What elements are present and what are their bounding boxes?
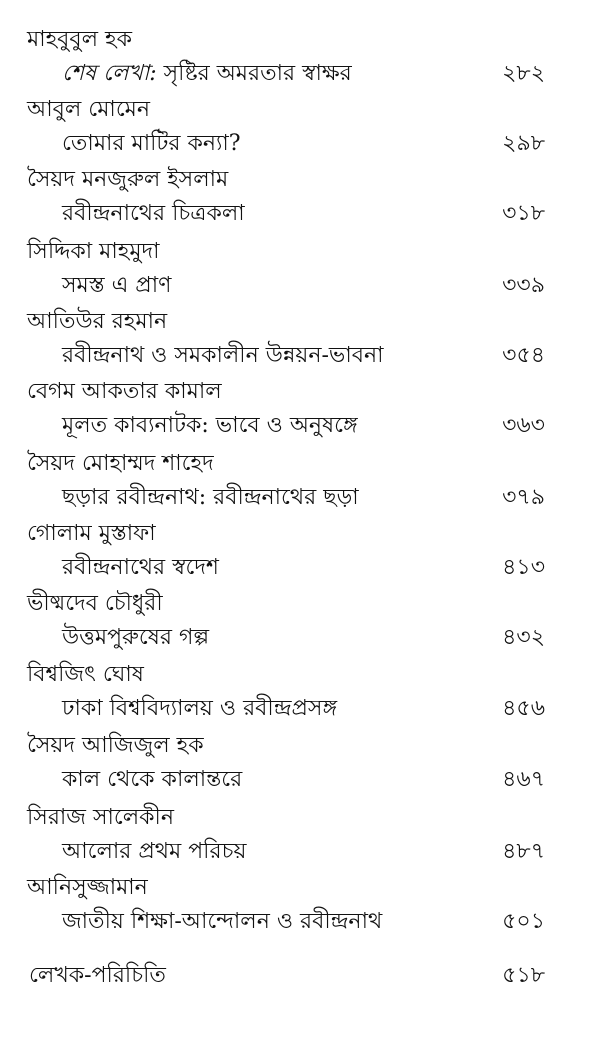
toc-title: রবীন্দ্রনাথের স্বদেশ (62, 555, 219, 580)
toc-page-number: ২৮২ (502, 61, 545, 86)
toc-author: বিশ্বজিৎ ঘোষ (27, 662, 144, 687)
toc-author: সৈয়দ আজিজুল হক (27, 733, 204, 758)
toc-title: আলোর প্রথম পরিচয় (62, 839, 247, 864)
toc-author-bios-page-number: ৫১৮ (502, 963, 545, 988)
toc-title: তোমার মাটির কন্যা? (62, 131, 241, 156)
toc-title (62, 60, 352, 88)
toc-title: উত্তমপুরুষের গল্প (62, 625, 210, 650)
toc-author: মাহবুবুল হক (27, 27, 132, 52)
toc-title: ছড়ার রবীন্দ্রনাথ: রবীন্দ্রনাথের ছড়া (62, 485, 359, 510)
toc-author: সিদ্দিকা মাহমুদা (27, 239, 160, 264)
toc-title: কাল থেকে কালান্তরে (62, 767, 243, 792)
toc-page-number: ৩৬৩ (502, 413, 545, 438)
toc-author-bios[interactable]: লেখক-পরিচিতি (29, 963, 166, 988)
toc-page-number: ৪১৩ (502, 555, 545, 580)
toc-page-number: ৪৮৭ (502, 839, 545, 864)
toc-title: জাতীয় শিক্ষা-আন্দোলন ও রবীন্দ্রনাথ (62, 909, 383, 934)
toc-page-number: ৪৫৬ (502, 696, 545, 721)
toc-page-number: ২৯৮ (502, 131, 545, 156)
toc-title: ঢাকা বিশ্ববিদ্যালয় ও রবীন্দ্রপ্রসঙ্গ (62, 696, 338, 721)
toc-title: সমস্ত এ প্রাণ (62, 273, 172, 298)
toc-title: রবীন্দ্রনাথের চিত্রকলা (62, 201, 245, 226)
toc-page-number: ৩১৮ (502, 201, 545, 226)
toc-author: সৈয়দ মোহাম্মদ শাহেদ (27, 451, 214, 476)
toc-page-number: ৩৩৯ (502, 273, 545, 298)
toc-page-number: ৫০১ (502, 909, 545, 934)
toc-author: ভীষ্মদেব চৌধুরী (27, 591, 163, 616)
toc-page-number: ৩৫৪ (502, 343, 545, 368)
toc-page-number: ৪৬৭ (502, 767, 545, 792)
toc-author: সৈয়দ মনজুরুল ইসলাম (27, 167, 229, 192)
toc-title-text: সৃষ্টির অমরতার স্বাক্ষর (156, 61, 352, 86)
toc-page-number: ৩৭৯ (502, 485, 545, 510)
toc-author: আনিসুজ্জামান (27, 875, 148, 900)
toc-author: সিরাজ সালেকীন (27, 805, 174, 830)
toc-title: মূলত কাব্যনাটক: ভাবে ও অনুষঙ্গে (62, 413, 358, 438)
toc-author: বেগম আকতার কামাল (27, 379, 222, 404)
toc-page-number: ৪৩২ (502, 625, 545, 650)
toc-author: আবুল মোমেন (27, 97, 151, 122)
toc-author: আতিউর রহমান (27, 309, 168, 334)
toc-title-emphasis: শেষ লেখা: (62, 61, 157, 86)
toc-title: রবীন্দ্রনাথ ও সমকালীন উন্নয়ন-ভাবনা (62, 343, 384, 368)
toc-author: গোলাম মুস্তাফা (27, 521, 156, 546)
